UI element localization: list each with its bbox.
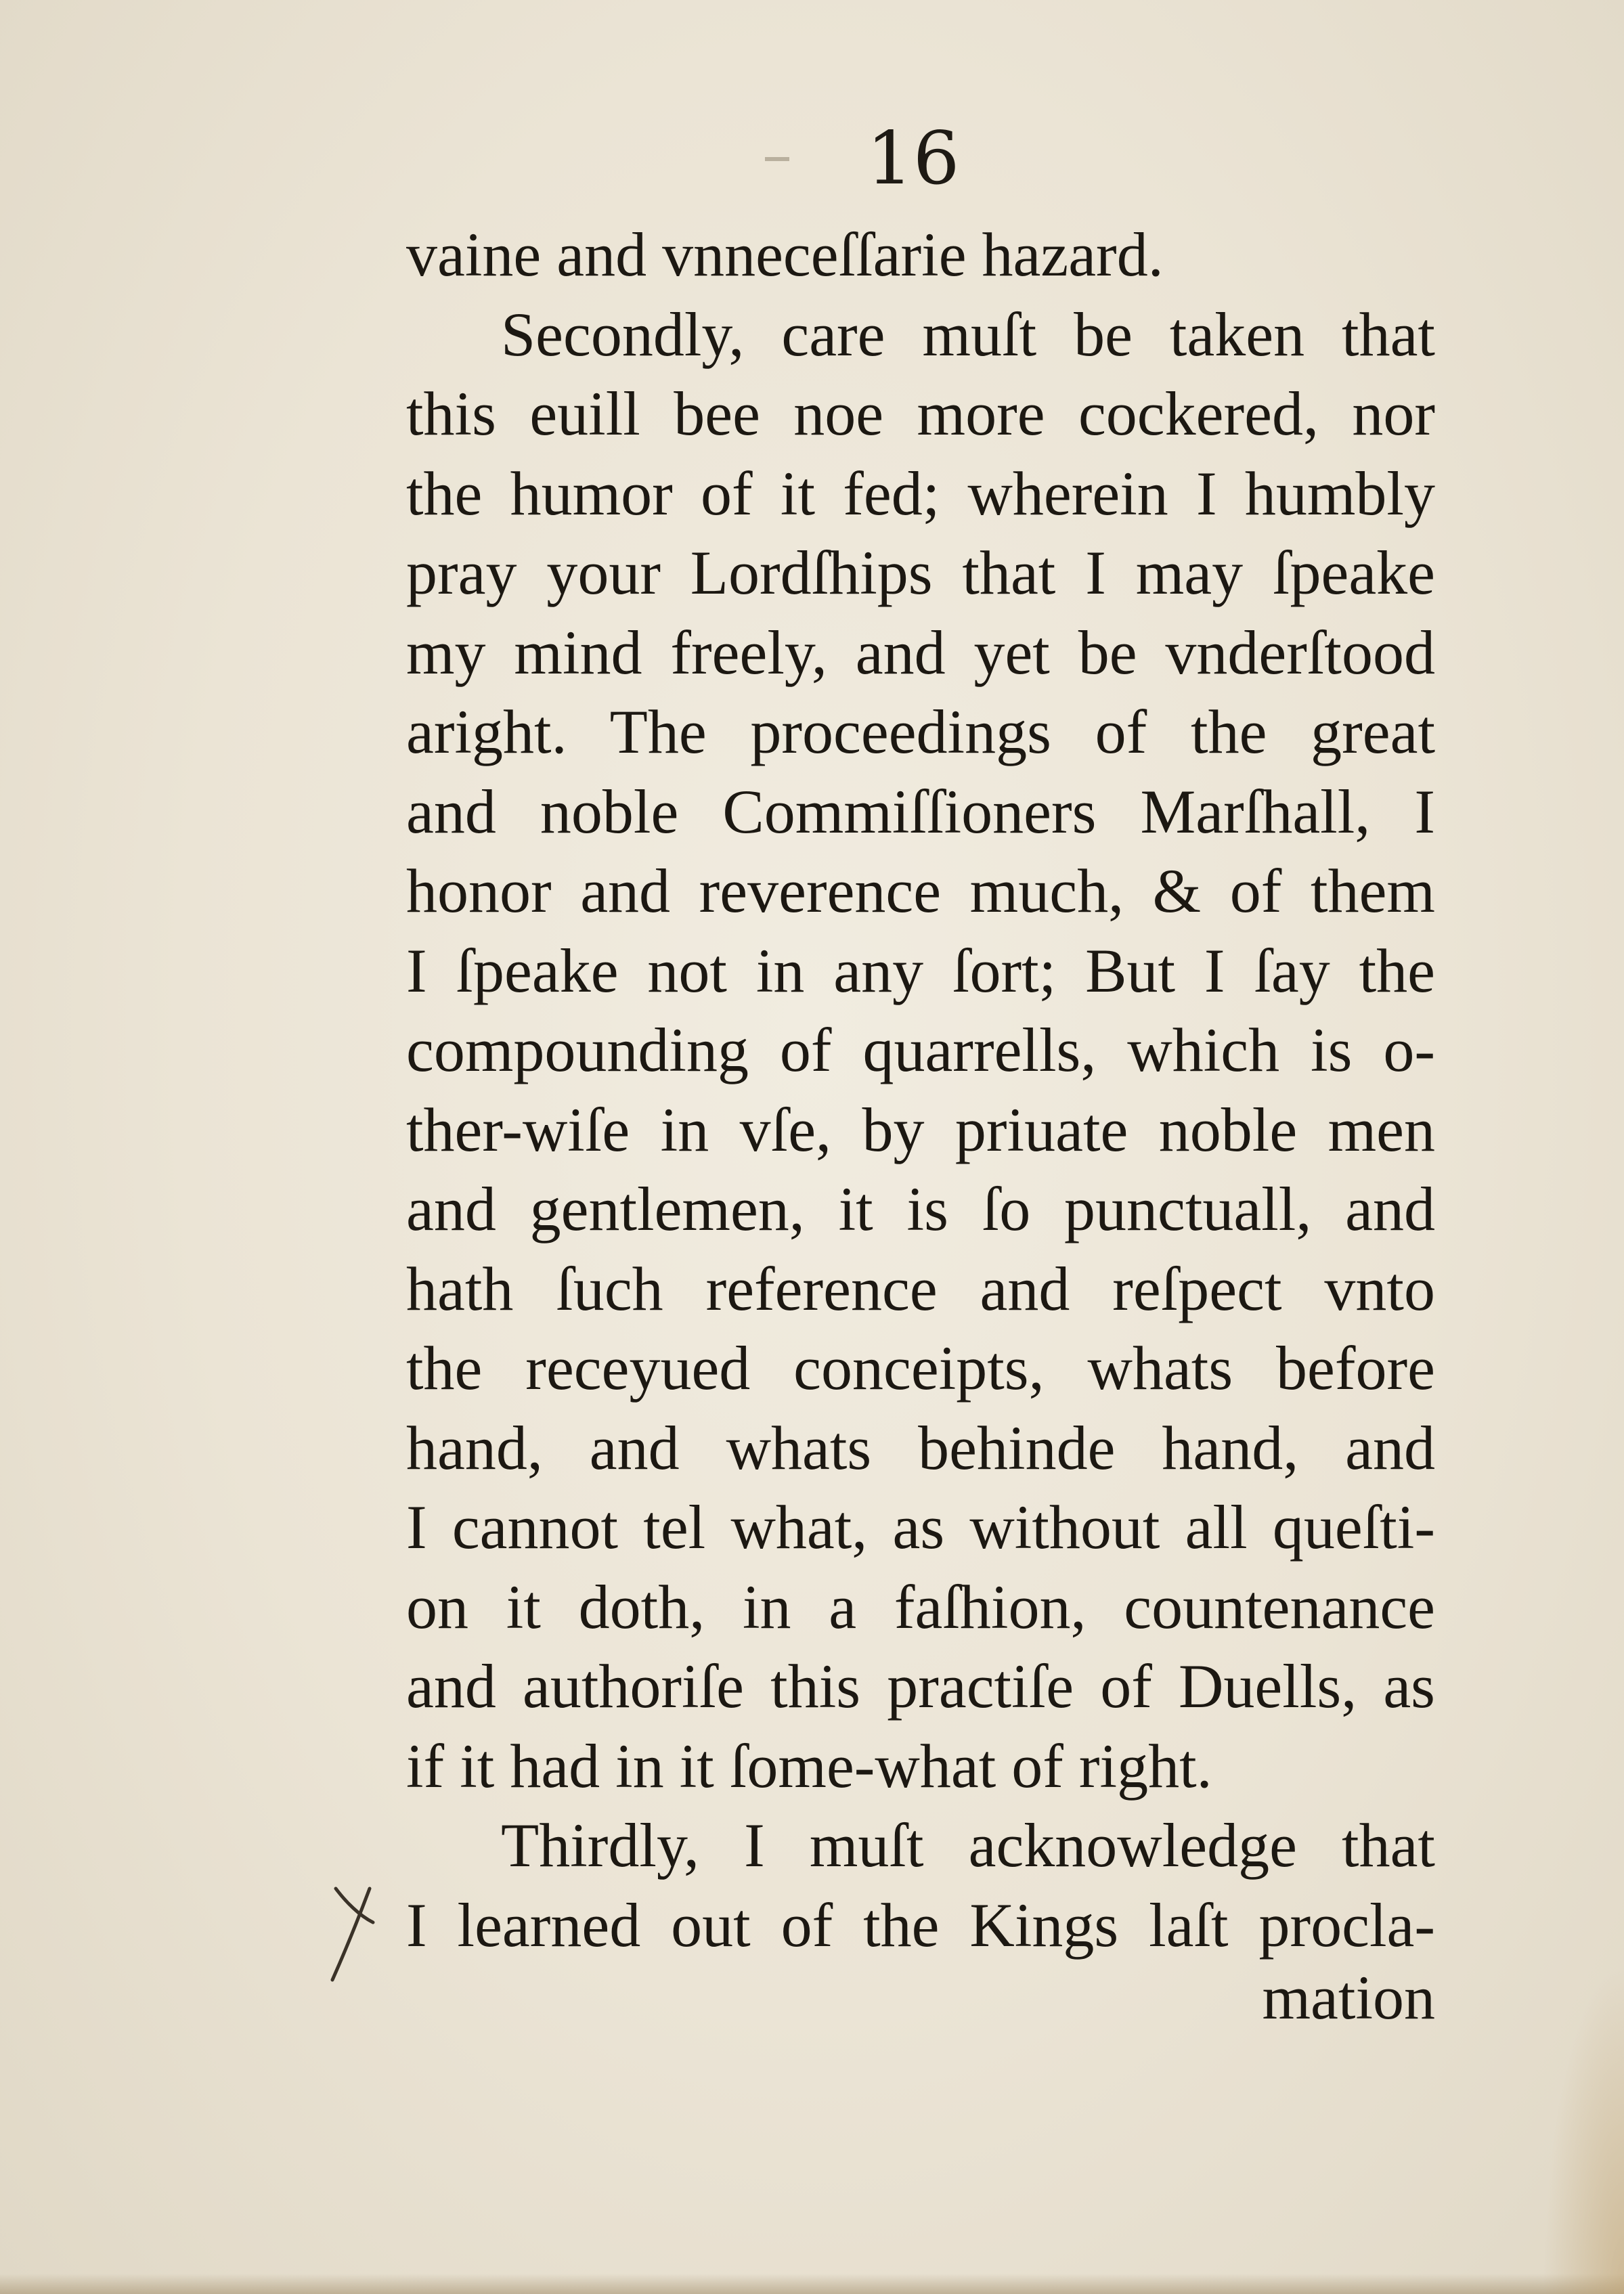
text-line: Thirdly, I muſt acknowledge that — [501, 1811, 1435, 1880]
text-line: honor and reverence much, & of them — [406, 856, 1435, 925]
text-line: my mind freely, and yet be vnderſtood — [406, 617, 1435, 687]
text-line: I learned out of the Kings laſt procla- — [406, 1890, 1435, 1960]
text-line: aright. The proceedings of the great — [406, 697, 1435, 766]
marginal-x-mark — [322, 1875, 383, 1990]
catchword: mation — [1262, 1963, 1435, 2032]
body-text — [406, 215, 1435, 1965]
text-line: I cannot tel what, as without all queſti- — [406, 1493, 1435, 1562]
text-line: if it had in it ſome-what of right. — [406, 1731, 1212, 1801]
text-line: pray your Lordſhips that I may ſpeake — [406, 538, 1435, 607]
text-line: this euill bee noe more cockered, nor — [406, 379, 1435, 448]
text-line: and gentlemen, it is ſo punctuall, and — [406, 1174, 1435, 1243]
text-line: and noble Commiſſioners Marſhall, I — [406, 776, 1435, 846]
text-line: ther-wiſe in vſe, by priuate noble men — [406, 1095, 1435, 1164]
page-number: 16 — [866, 116, 960, 201]
text-line: compounding of quarrells, which is o- — [406, 1015, 1435, 1084]
ink-dash — [765, 157, 789, 161]
text-line: the humor of it fed; wherein I humbly — [406, 458, 1435, 528]
text-line: on it doth, in a faſhion, countenance — [406, 1572, 1435, 1641]
text-line: the receyued conceipts, whats before — [406, 1333, 1435, 1403]
text-line: and authoriſe this practiſe of Duells, as — [406, 1652, 1435, 1721]
text-line: I ſpeake not in any ſort; But I ſay the — [406, 935, 1435, 1005]
text-line: Secondly, care muſt be taken that — [501, 299, 1435, 369]
text-line: hath ſuch reference and reſpect vnto — [406, 1254, 1435, 1323]
text-line: hand, and whats behinde hand, and — [406, 1413, 1435, 1482]
text-line: vaine and vnneceſſarie hazard. — [406, 220, 1164, 289]
page-edge-shadow — [0, 2274, 1624, 2294]
page-stain — [1543, 1963, 1624, 2294]
